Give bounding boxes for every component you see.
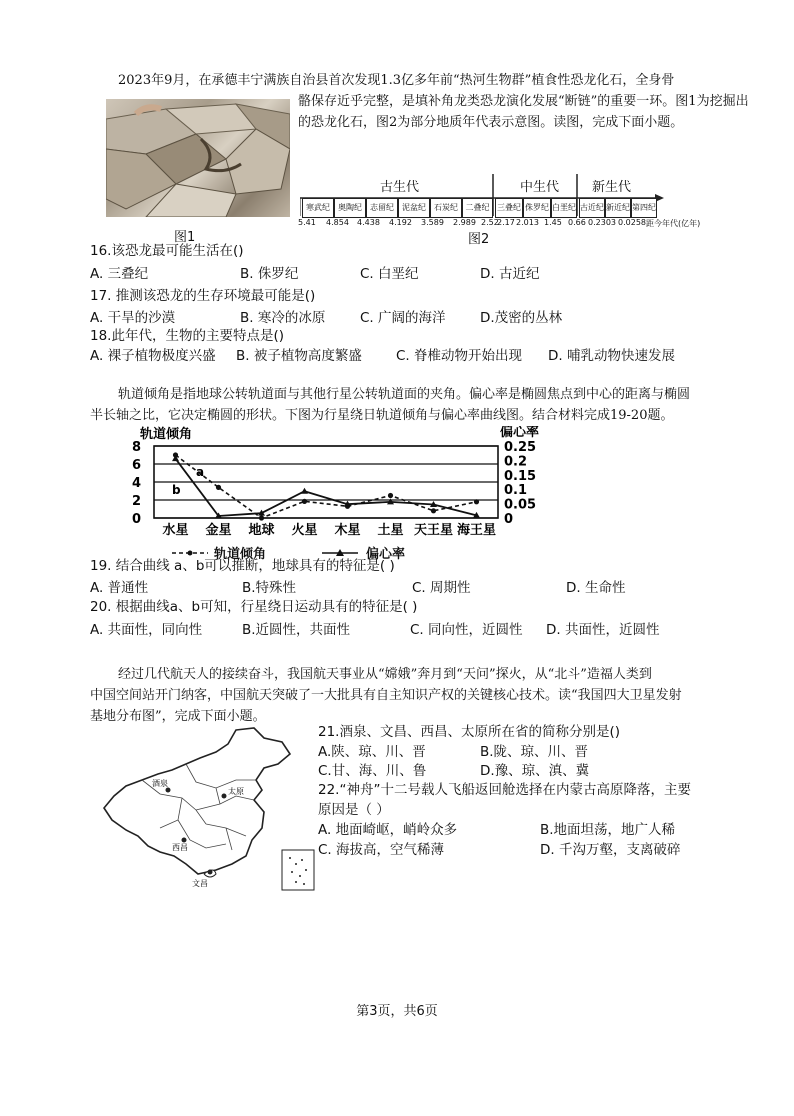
- inclination-point: [216, 485, 221, 490]
- series-inclination: [173, 452, 479, 520]
- legend-eccentricity-label: 偏心率: [366, 547, 406, 562]
- section3-intro-line3: 基地分布图”，完成下面小题。: [90, 709, 266, 724]
- left-tick-label: 4: [132, 476, 142, 491]
- q19-option-b: B.特殊性: [242, 580, 297, 596]
- question-16-stem: 16.该恐龙最可能生活在(): [90, 243, 244, 259]
- inclination-point: [431, 508, 436, 513]
- jiuquan-label: 酒泉: [152, 779, 168, 788]
- q19-option-a: A. 普通性: [90, 580, 149, 596]
- wenchang-site-marker: [208, 870, 213, 875]
- period-cambrian: 寒武纪: [302, 198, 334, 218]
- period-quaternary: 第四纪: [631, 198, 657, 218]
- right-tick-label: 0.2: [504, 454, 528, 470]
- age-3-589: 3.589: [421, 218, 444, 227]
- period-jurassic: 侏罗纪: [523, 198, 551, 218]
- q17-option-a: A. 干旱的沙漠: [90, 310, 176, 326]
- question-18-stem: 18.此年代，生物的主要特点是(): [90, 328, 285, 344]
- taiyuan-label: 太原: [228, 787, 244, 796]
- q21-option-d: D.豫、琼、滇、冀: [480, 763, 590, 779]
- q22-option-d: D. 千沟万壑，支离破碎: [540, 842, 681, 858]
- period-ordovician: 奥陶纪: [334, 198, 366, 218]
- right-tick-label: 0.05: [504, 497, 537, 513]
- q16-option-c: C. 白垩纪: [360, 266, 419, 282]
- category-label: 天王星: [413, 523, 454, 538]
- eccentricity-point: [301, 488, 308, 494]
- jiuquan-site-marker: [166, 788, 171, 793]
- period-triassic: 三叠纪: [495, 198, 523, 218]
- section3-intro-line1: 经过几代航天人的接续奋斗，我国航天事业从“嫦娥”奔月到“天问”探火，从“北斗”造福人类到: [118, 667, 652, 682]
- q19-option-d: D. 生命性: [566, 580, 626, 596]
- xichang-label: 西昌: [172, 843, 188, 852]
- q20-option-d: D. 共面性，近圆性: [546, 622, 660, 638]
- orbit-chart: [110, 426, 560, 544]
- question-21-stem: 21.酒泉、文昌、西昌、太原所在省的简称分别是(): [318, 724, 621, 740]
- china-launch-sites-map: [86, 724, 318, 894]
- right-tick-label: 0.15: [504, 468, 537, 484]
- timeline-axis-label: 距今年代(亿年): [646, 219, 701, 228]
- q22-option-a: A. 地面崎岖，峭岭众多: [318, 822, 458, 838]
- section2-intro-line1: 轨道倾角是指地球公转轨道面与其他行星公转轨道面的夹角。偏心率是椭圆焦点到中心的距离与椭圆: [118, 387, 691, 402]
- period-paleogene: 古近纪: [579, 198, 605, 218]
- page-number-footer: 第3页，共6页: [356, 1004, 438, 1019]
- age-4-854: 4.854: [326, 218, 349, 227]
- question-22-stem-line2: 原因是（ ）: [318, 802, 390, 818]
- age-0-2303: 0.2303: [588, 218, 616, 227]
- category-label: 金星: [205, 523, 232, 538]
- q21-option-c: C.甘、海、川、鲁: [318, 763, 427, 779]
- period-cretaceous: 白垩纪: [551, 198, 577, 218]
- age-2-013: 2.013: [516, 218, 539, 227]
- section2-intro-line2: 半长轴之比，它决定椭圆的形状。下图为行星绕日轨道倾角与偏心率曲线图。结合材料完成19-20题。: [90, 408, 674, 423]
- period-neogene: 新近纪: [605, 198, 631, 218]
- taiyuan-site-marker: [222, 794, 227, 799]
- period-carboniferous: 石炭纪: [430, 198, 462, 218]
- age-1-45: 1.45: [544, 218, 562, 227]
- q18-option-d: D. 哺乳动物快速发展: [548, 348, 675, 364]
- q17-option-d: D.茂密的丛林: [480, 310, 563, 326]
- question-20-stem: 20. 根据曲线a、b可知，行星绕日运动具有的特征是( ): [90, 599, 418, 615]
- q21-option-b: B.陇、琼、川、晋: [480, 744, 589, 760]
- q20-option-b: B.近圆性，共面性: [242, 622, 351, 638]
- age-4-438: 4.438: [357, 218, 380, 227]
- category-label: 地球: [248, 523, 275, 538]
- left-tick-label: 8: [132, 440, 142, 455]
- q16-option-b: B. 侏罗纪: [240, 266, 299, 282]
- era-paleozoic: 古生代: [380, 180, 420, 195]
- left-tick-label: 2: [132, 494, 142, 509]
- right-tick-label: 0.1: [504, 483, 528, 499]
- age-2-989: 2.989: [453, 218, 476, 227]
- geologic-timeline: [300, 172, 730, 232]
- age-4-192: 4.192: [389, 218, 412, 227]
- xichang-site-marker: [182, 838, 187, 843]
- age-0-66: 0.66: [568, 218, 586, 227]
- figure2-caption: 图2: [468, 232, 490, 247]
- right-axis-label: 偏心率: [500, 426, 540, 440]
- inclination-point: [259, 515, 264, 520]
- question-17-stem: 17. 推测该恐龙的生存环境最可能是(): [90, 288, 316, 304]
- dinosaur-fossil-photo: [106, 99, 290, 217]
- section3-intro-line2: 中国空间站开门纳客，中国航天突破了一大批具有自主知识产权的关键核心技术。读“我国四大卫星发射: [90, 688, 682, 703]
- wenchang-label: 文昌: [192, 879, 208, 888]
- curve-b-label: b: [172, 483, 181, 497]
- fossil-cracks-image: [106, 99, 290, 217]
- q18-option-c: C. 脊椎动物开始出现: [396, 348, 523, 364]
- q17-option-b: B. 寒冷的冰原: [240, 310, 326, 326]
- q16-option-a: A. 三叠纪: [90, 266, 149, 282]
- q17-option-c: C. 广阔的海洋: [360, 310, 446, 326]
- left-tick-label: 6: [132, 458, 142, 473]
- period-silurian: 志留纪: [366, 198, 398, 218]
- category-label: 海王星: [456, 523, 497, 538]
- curve-a-label: a: [196, 465, 205, 479]
- figure1-caption: 图1: [174, 230, 196, 245]
- category-labels: [162, 522, 496, 538]
- legend-inclination-label: 轨道倾角: [214, 547, 267, 562]
- q22-option-b: B.地面坦荡，地广人稀: [540, 822, 676, 838]
- left-axis-ticks: [132, 440, 141, 527]
- question-22-stem-line1: 22.“神舟”十二号载人飞船返回舱选择在内蒙古高原降落，主要: [318, 782, 691, 798]
- age-2-52: 2.52: [481, 218, 499, 227]
- category-label: 水星: [162, 523, 189, 538]
- q20-option-a: A. 共面性，同向性: [90, 622, 203, 638]
- category-label: 火星: [291, 523, 318, 538]
- period-devonian: 泥盆纪: [398, 198, 430, 218]
- question-19-stem: 19. 结合曲线 a、b可以推断，地球具有的特征是( ): [90, 558, 395, 574]
- q18-option-b: B. 被子植物高度繁盛: [236, 348, 362, 364]
- age-0-0258: 0.0258: [618, 218, 646, 227]
- q16-option-d: D. 古近纪: [480, 266, 540, 282]
- q18-option-a: A. 裸子植物极度兴盛: [90, 348, 216, 364]
- right-axis-ticks: [504, 440, 536, 527]
- right-tick-label: 0.25: [504, 440, 537, 455]
- right-tick-label: 0: [504, 512, 514, 527]
- inclination-point: [388, 493, 393, 498]
- age-5-41: 5.41: [298, 218, 316, 227]
- q19-option-c: C. 周期性: [412, 580, 471, 596]
- china-outline: [104, 728, 290, 874]
- q21-option-a: A.陕、琼、川、晋: [318, 744, 426, 760]
- category-label: 土星: [377, 523, 404, 538]
- inclination-point: [474, 499, 479, 504]
- left-axis-label: 轨道倾角: [140, 427, 193, 442]
- category-label: 木星: [334, 523, 361, 538]
- age-2-17: 2.17: [497, 218, 515, 227]
- south-china-sea-inset: [282, 850, 314, 890]
- section1-intro-rest: 骼保存近乎完整，是填补角龙类恐龙演化发展“断链”的重要一环。图1为挖掘出的恐龙化石，图2为部分地质年代表示意图。读图，完成下面小题。: [298, 94, 749, 130]
- left-tick-label: 0: [132, 512, 142, 527]
- era-mesozoic: 中生代: [520, 180, 560, 195]
- section1-intro-line1: 2023年9月，在承德丰宁满族自治县首次发现1.3亿多年前“热河生物群”植食性恐龙化石，全身骨: [118, 73, 675, 88]
- era-cenozoic: 新生代: [592, 180, 632, 195]
- inclination-point: [302, 499, 307, 504]
- q22-option-c: C. 海拔高，空气稀薄: [318, 842, 445, 858]
- period-permian: 二叠纪: [462, 198, 493, 218]
- q20-option-c: C. 同向性，近圆性: [410, 622, 523, 638]
